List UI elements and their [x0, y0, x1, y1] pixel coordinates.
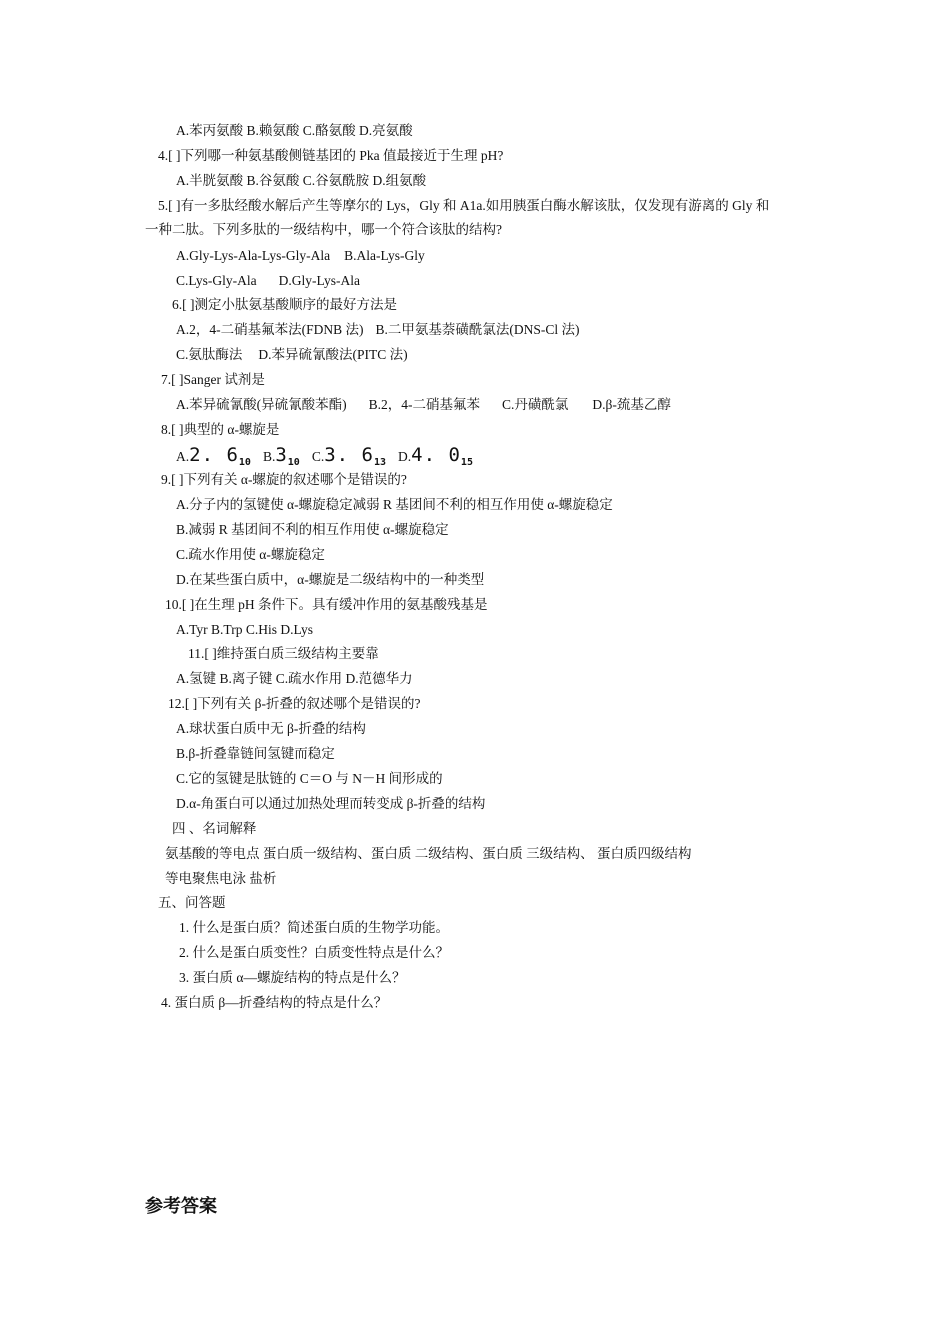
q12-option-a: A.球状蛋白质中无 β-折叠的结构 — [176, 721, 366, 736]
q11-options: A.氢键 B.离子键 C.疏水作用 D.范德华力 — [176, 671, 413, 686]
q9-option-d: D.在某些蛋白质中，α-螺旋是二级结构中的一种类型 — [176, 572, 485, 587]
question-5-line-2: 一种二肽。下列多肽的一级结构中，哪一个符合该肽的结构? — [145, 222, 502, 237]
q8-options — [176, 444, 473, 474]
section-5-title: 五、问答题 — [158, 895, 226, 910]
q6-option-a: A.2，4-二硝基氟苯法(FDNB 法) — [176, 322, 364, 337]
q7-options — [176, 396, 671, 414]
question-7: 7.[ ]Sanger 试剂是 — [161, 372, 265, 387]
question-6: 6.[ ]测定小肽氨基酸顺序的最好方法是 — [172, 297, 397, 312]
q7-option-d: D.β-巯基乙醇 — [592, 397, 671, 412]
q9-option-b: B.减弱 R 基团间不利的相互作用使 α-螺旋稳定 — [176, 522, 449, 537]
q5-option-d: D.Gly-Lys-Ala — [278, 273, 360, 288]
q12-option-d: D.α-角蛋白可以通过加热处理而转变成 β-折叠的结构 — [176, 796, 486, 811]
section-5-question-1: 1. 什么是蛋白质？简述蛋白质的生物学功能。 — [179, 920, 449, 935]
section-5-question-3: 3. 蛋白质 α—螺旋结构的特点是什么？ — [179, 970, 406, 985]
question-9: 9.[ ]下列有关 α-螺旋的叙述哪个是错误的? — [161, 472, 407, 487]
q12-option-b: B.β-折叠靠链间氢键而稳定 — [176, 746, 335, 761]
section-5-question-4: 4. 蛋白质 β—折叠结构的特点是什么？ — [161, 995, 388, 1010]
q6-options-row-2 — [176, 346, 408, 364]
question-8: 8.[ ]典型的 α-螺旋是 — [161, 422, 280, 437]
section-4-terms-line-1: 氨基酸的等电点 蛋白质一级结构、蛋白质 二级结构、蛋白质 三级结构、 蛋白质四级结构 — [165, 846, 692, 861]
q6-option-b: B.二甲氨基萘磺酰氯法(DNS-Cl 法) — [375, 322, 580, 337]
q5-option-c: C.Lys-Gly-Ala — [176, 273, 257, 288]
q6-options-row-1 — [176, 321, 580, 339]
q5-options-row-2 — [176, 272, 360, 290]
q8-option-b: $B.3_{10}$ — [262, 444, 300, 468]
question-5-line-1: 5.[ ]有一多肽经酸水解后产生等摩尔的 Lys，Gly 和 A1a.如用胰蛋白酶水解该肽，仅发现有游离的 Gly 和 — [158, 198, 770, 213]
q5-option-b: B.Ala-Lys-Gly — [344, 248, 425, 263]
q10-options: A.Tyr B.Trp C.His D.Lys — [176, 622, 313, 637]
q6-option-d: D.苯异硫氰酸法(PITC 法) — [258, 347, 408, 362]
question-11: 11.[ ]维持蛋白质三级结构主要靠 — [188, 646, 379, 661]
q4-options: A.半胱氨酸 B.谷氨酸 C.谷氨酰胺 D.组氨酸 — [176, 173, 427, 188]
q8-option-d: D.4. $0_{15}$ — [398, 444, 473, 468]
q7-option-a: A.苯异硫氰酸(异硫氰酸苯酯) — [176, 397, 347, 412]
section-5-question-2: 2. 什么是蛋白质变性？白质变性特点是什么？ — [179, 945, 449, 960]
question-10: 10.[ ]在生理 pH 条件下。具有缓冲作用的氨基酸残基是 — [165, 597, 488, 612]
q5-options-row-1 — [176, 247, 425, 265]
q9-option-c: C.疏水作用使 α-螺旋稳定 — [176, 547, 325, 562]
question-12: 12.[ ]下列有关 β-折叠的叙述哪个是错误的? — [168, 696, 421, 711]
answers-heading: 参考答案 — [145, 1196, 217, 1217]
q5-option-a: A.Gly-Lys-Ala-Lys-Gly-Ala — [176, 248, 331, 263]
q7-option-b: B.2，4-二硝基氟苯 — [368, 397, 480, 412]
q6-option-c: C.氨肽酶法 — [176, 347, 243, 362]
section-4-title: 四 、名词解释 — [172, 821, 257, 836]
q8-option-a: A.2. $6_{10}$ — [176, 444, 251, 468]
q3-options: A.苯丙氨酸 B.赖氨酸 C.酪氨酸 D.亮氨酸 — [176, 123, 413, 138]
question-4: 4.[ ]下列哪一种氨基酸侧链基团的 Pka 值最接近于生理 pH? — [158, 148, 504, 163]
q8-option-c: C.3. $6_{13}$ — [311, 444, 387, 468]
q7-option-c: C.丹磺酰氯 — [502, 397, 569, 412]
q9-option-a: A.分子内的氢键使 α-螺旋稳定减弱 R 基团间不利的相互作用使 α-螺旋稳定 — [176, 497, 613, 512]
section-4-terms-line-2: 等电聚焦电泳 盐析 — [165, 871, 277, 886]
q12-option-c: C.它的氢键是肽链的 C＝O 与 N－H 间形成的 — [176, 771, 443, 786]
